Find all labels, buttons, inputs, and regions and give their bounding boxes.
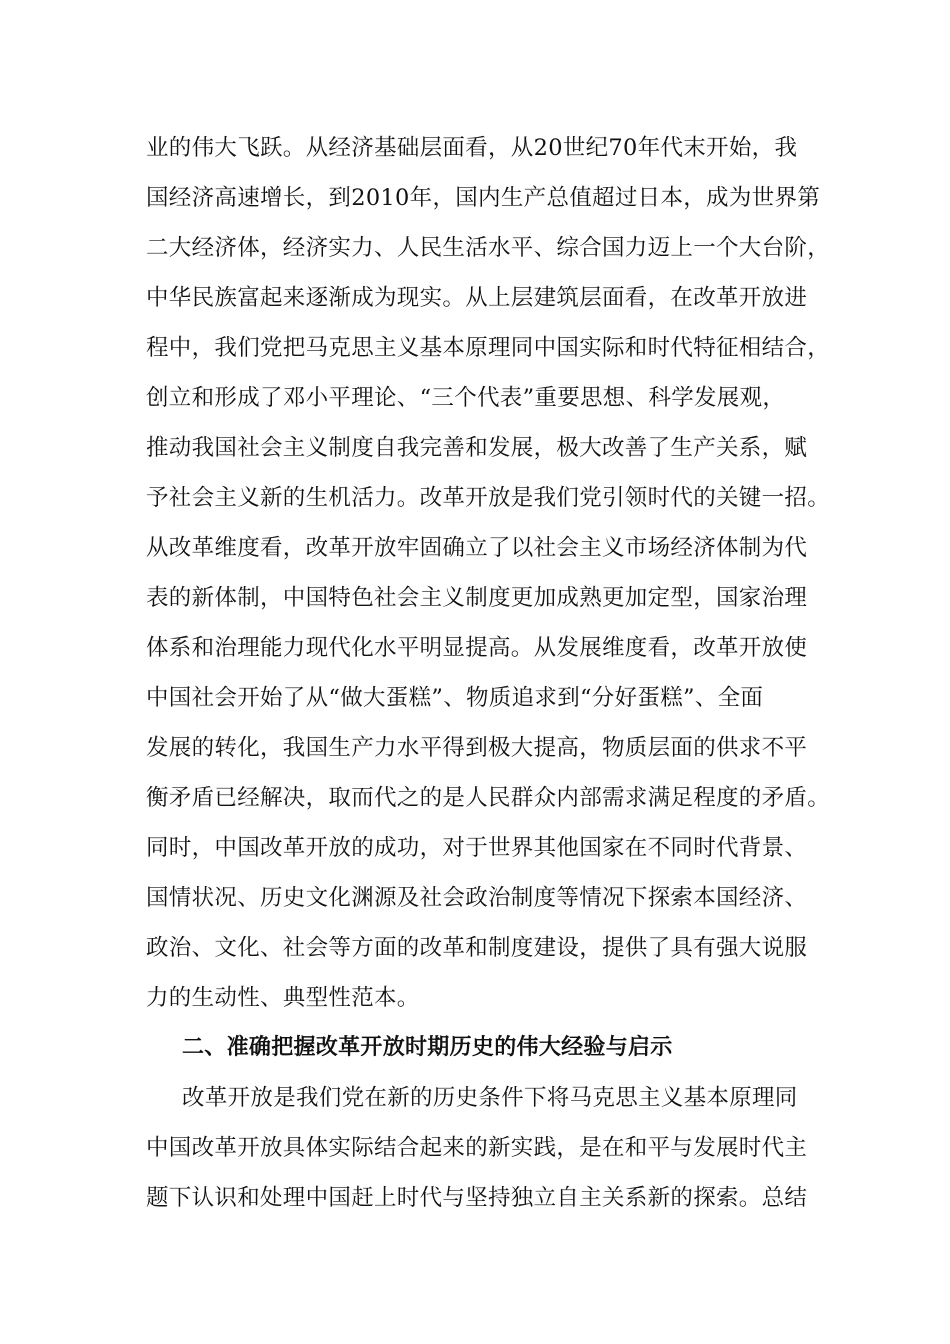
body-text-line: 二大经济体，经济实力、人民生活水平、综合国力迈上一个大台阶， bbox=[146, 235, 831, 261]
body-text-line: 改革开放是我们党在新的历史条件下将马克思主义基本原理同 bbox=[182, 1085, 798, 1111]
body-text-line: 予社会主义新的生机活力。改革开放是我们党引领时代的关键一招。 bbox=[146, 485, 831, 511]
body-text-line: 国情状况、历史文化渊源及社会政治制度等情况下探索本国经济、 bbox=[146, 885, 808, 911]
body-text-line: 中华民族富起来逐渐成为现实。从上层建筑层面看，在改革开放进 bbox=[146, 285, 808, 311]
body-text-line: 衡矛盾已经解决，取而代之的是人民群众内部需求满足程度的矛盾。 bbox=[146, 785, 831, 811]
body-text-line: 表的新体制，中国特色社会主义制度更加成熟更加定型，国家治理 bbox=[146, 585, 808, 611]
body-text-line: 发展的转化，我国生产力水平得到极大提高，物质层面的供求不平 bbox=[146, 735, 808, 761]
body-text-line: 推动我国社会主义制度自我完善和发展，极大改善了生产关系，赋 bbox=[146, 435, 808, 461]
body-text-line: 创立和形成了邓小平理论、“三个代表”重要思想、科学发展观， bbox=[146, 385, 786, 411]
body-text-line: 中国改革开放具体实际结合起来的新实践，是在和平与发展时代主 bbox=[146, 1135, 808, 1161]
body-text-line: 力的生动性、典型性范本。 bbox=[146, 985, 420, 1011]
body-text-line: 程中，我们党把马克思主义基本原理同中国实际和时代特征相结合， bbox=[146, 335, 831, 361]
body-text-line: 从改革维度看，改革开放牢固确立了以社会主义市场经济体制为代 bbox=[146, 535, 808, 561]
body-text-line: 中国社会开始了从“做大蛋糕”、物质追求到“分好蛋糕”、全面 bbox=[146, 685, 764, 711]
body-text-line: 题下认识和处理中国赶上时代与坚持独立自主关系新的探索。总结 bbox=[146, 1185, 808, 1211]
body-text-line: 国经济高速增长，到2010年，国内生产总值超过日本，成为世界第 bbox=[146, 185, 821, 211]
body-text-line: 体系和治理能力现代化水平明显提高。从发展维度看，改革开放使 bbox=[146, 635, 808, 661]
body-text-line: 业的伟大飞跃。从经济基础层面看，从20世纪70年代末开始，我 bbox=[146, 135, 798, 161]
body-text-line: 政治、文化、社会等方面的改革和制度建设，提供了具有强大说服 bbox=[146, 935, 808, 961]
section-heading: 二、准确把握改革开放时期历史的伟大经验与启示 bbox=[182, 1035, 673, 1060]
body-text-line: 同时，中国改革开放的成功，对于世界其他国家在不同时代背景、 bbox=[146, 835, 808, 861]
